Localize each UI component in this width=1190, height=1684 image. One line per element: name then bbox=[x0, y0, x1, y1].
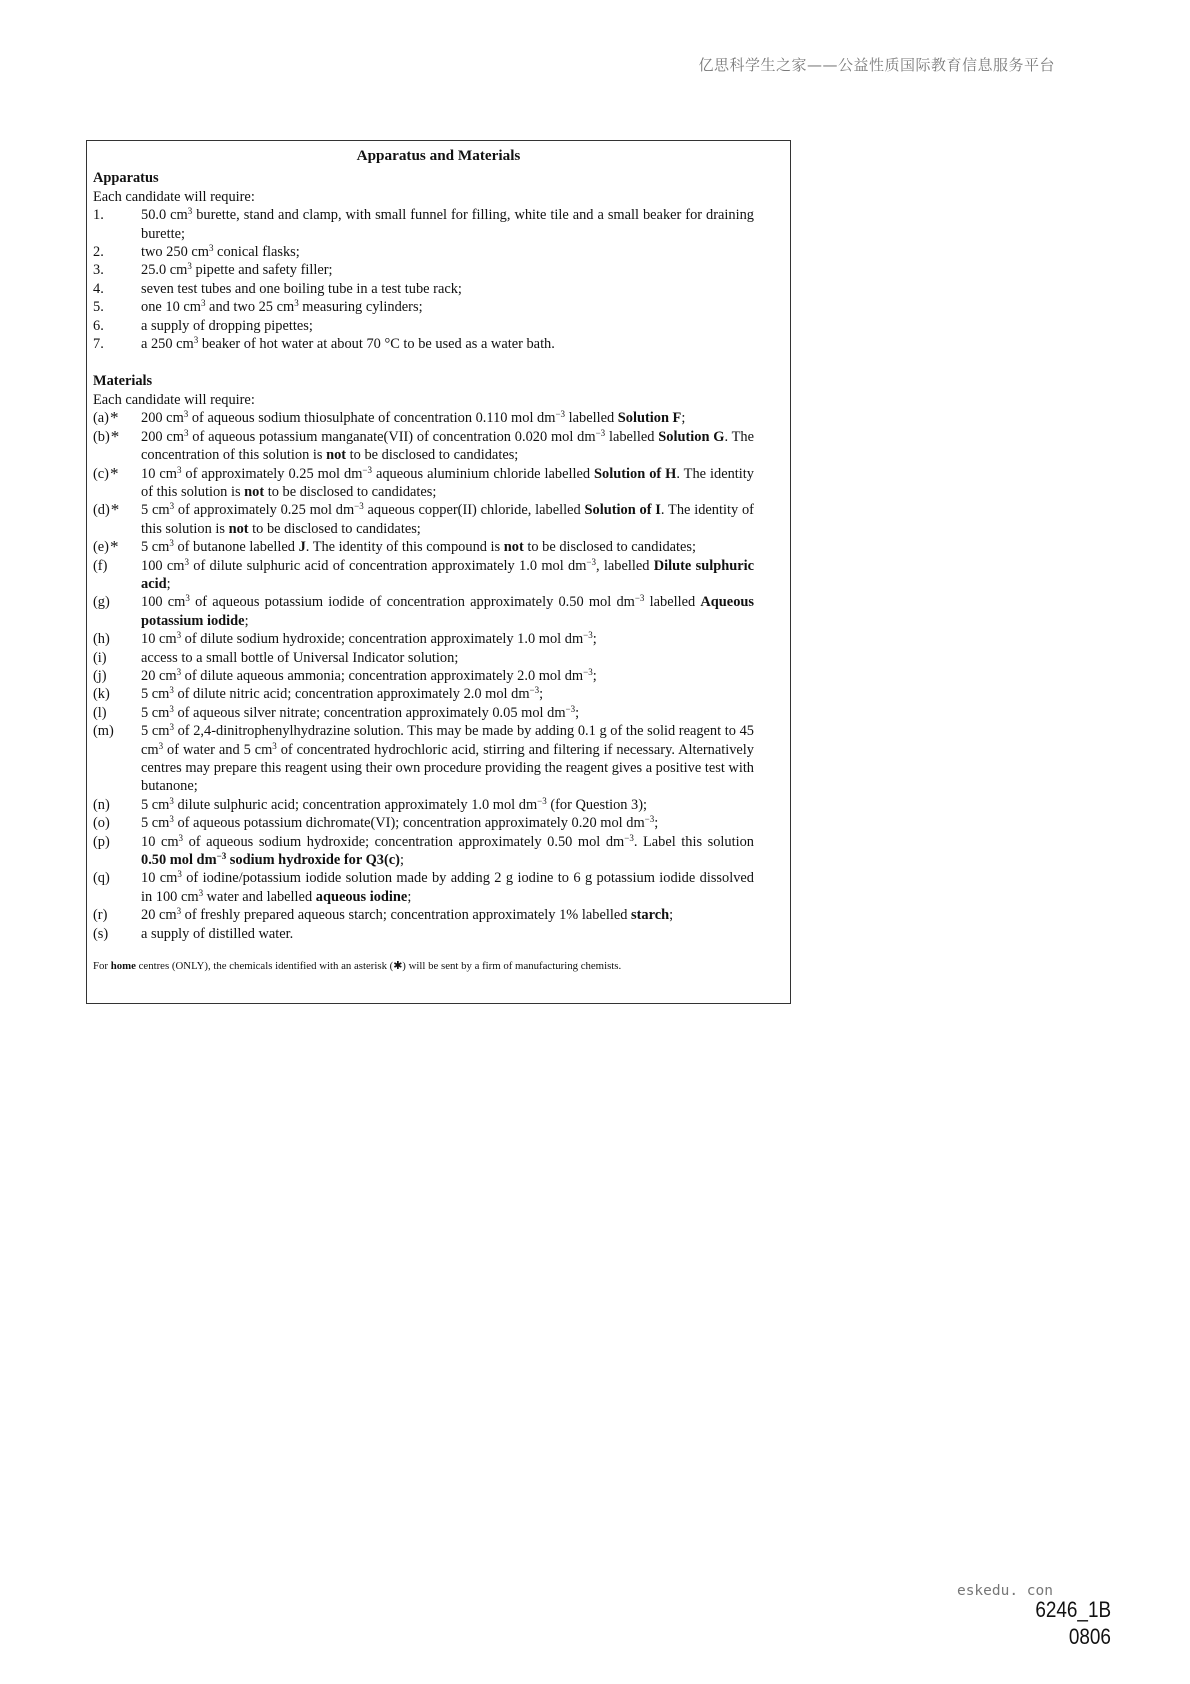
item-text bbox=[141, 261, 754, 279]
item-label bbox=[93, 630, 141, 648]
item-label bbox=[93, 649, 141, 667]
superscript: −3 bbox=[644, 814, 655, 825]
item-label bbox=[93, 814, 141, 832]
item-label-text: (j) bbox=[93, 667, 107, 684]
item-label bbox=[93, 317, 141, 335]
item-label bbox=[93, 206, 141, 243]
item-label-text: 6. bbox=[93, 317, 104, 334]
item-text bbox=[141, 869, 754, 906]
text-run: 20 cm bbox=[141, 907, 177, 924]
apparatus-intro: Each candidate will require: bbox=[93, 188, 255, 205]
item-text bbox=[141, 501, 754, 538]
text-run: a supply of dropping pipettes; bbox=[141, 317, 313, 334]
superscript: −3 bbox=[354, 501, 364, 512]
superscript: 3 bbox=[187, 261, 192, 272]
superscript: −3 bbox=[583, 666, 593, 677]
text-run: seven test tubes and one boiling tube in a test tube rack; bbox=[141, 280, 462, 297]
item-label-text: (k) bbox=[93, 686, 110, 703]
item-label-text: (d) bbox=[93, 502, 110, 519]
item-text bbox=[141, 428, 754, 465]
text-run: of 2,4-dinitrophenylhydrazine solution. This may be made by adding 0.1 g of the solid reagent to 45 cm bbox=[141, 723, 755, 758]
apparatus-item bbox=[93, 280, 754, 298]
text-run: 50.0 cm bbox=[141, 207, 188, 224]
superscript: 3 bbox=[169, 795, 174, 806]
apparatus-item bbox=[93, 243, 754, 261]
item-label bbox=[93, 465, 141, 502]
item-label-text: (n) bbox=[93, 796, 110, 813]
text-run: of aqueous potassium dichromate(VI); concentration approximately 0.20 mol dm bbox=[173, 815, 645, 832]
text-run: of dilute nitric acid; concentration approximately 2.0 mol dm bbox=[173, 686, 530, 703]
text-run: . The identity of this solution is bbox=[141, 465, 754, 500]
text-run: two 250 cm bbox=[141, 244, 209, 261]
material-item bbox=[93, 722, 754, 796]
text-run: ; bbox=[399, 852, 404, 869]
superscript: −3 bbox=[537, 795, 547, 806]
bold-text: Dilute sulphuric acid bbox=[141, 557, 755, 592]
material-item bbox=[93, 557, 754, 594]
item-text bbox=[141, 925, 754, 943]
superscript: −3 bbox=[565, 703, 576, 714]
superscript: 3 bbox=[184, 556, 189, 567]
item-label bbox=[93, 280, 141, 298]
item-label-text: (g) bbox=[93, 594, 110, 611]
text-run: of approximately 0.25 mol dm bbox=[174, 502, 355, 519]
apparatus-item bbox=[93, 298, 754, 316]
text-run: 25.0 cm bbox=[141, 262, 188, 279]
item-label bbox=[93, 906, 141, 924]
superscript: 3 bbox=[185, 593, 190, 604]
material-item bbox=[93, 814, 754, 832]
bold-text: not bbox=[503, 539, 524, 556]
item-text bbox=[141, 593, 754, 630]
text-run: (for Question 3); bbox=[546, 796, 648, 813]
text-run: aqueous copper(II) chloride, labelled bbox=[363, 502, 585, 519]
text-run: labelled bbox=[565, 410, 618, 427]
item-text bbox=[141, 685, 754, 703]
text-run: of concentrated hydrochloric acid, stirring and filtering if necessary. Alternatively centres may prepare this reagent using their own procedure providing the reagent gives a positive test with butanone; bbox=[141, 741, 755, 795]
item-label bbox=[93, 593, 141, 630]
superscript: −3 bbox=[529, 685, 540, 696]
text-run: access to a small bottle of Universal Indicator solution; bbox=[141, 649, 459, 666]
text-run: of dilute sodium hydroxide; concentration approximately 1.0 mol dm bbox=[181, 631, 584, 648]
superscript: 3 bbox=[158, 740, 164, 751]
superscript: 3 bbox=[187, 206, 193, 217]
item-label-text: (q) bbox=[93, 870, 110, 887]
material-item bbox=[93, 649, 754, 667]
item-label bbox=[93, 428, 141, 465]
material-item bbox=[93, 630, 754, 648]
item-text bbox=[141, 906, 754, 924]
text-run: of iodine/potassium iodide solution made by adding 2 g iodine to 6 g potassium iodide dissolved in 100 cm bbox=[141, 870, 754, 905]
text-run: 10 cm bbox=[141, 833, 179, 850]
text-run: one 10 cm bbox=[141, 299, 201, 316]
box-title: Apparatus and Materials bbox=[356, 147, 521, 164]
text-run: 20 cm bbox=[141, 667, 177, 684]
item-label-text: (r) bbox=[93, 907, 108, 924]
item-label-text: 3. bbox=[93, 262, 104, 279]
text-run: water and labelled bbox=[203, 888, 316, 905]
document-code: 6246_1B bbox=[1035, 1597, 1111, 1622]
text-run: of butanone labelled bbox=[173, 539, 299, 556]
text-run: beaker of hot water at about 70 °C to be used as a water bath. bbox=[198, 336, 555, 353]
superscript: −3 bbox=[362, 464, 372, 475]
footnote bbox=[93, 957, 754, 975]
superscript: 3 bbox=[176, 464, 182, 475]
superscript: 3 bbox=[193, 335, 199, 346]
item-text bbox=[141, 649, 754, 667]
apparatus-item bbox=[93, 335, 754, 353]
bold-text: Solution G bbox=[658, 428, 725, 445]
materials-list bbox=[93, 409, 754, 943]
item-label bbox=[93, 409, 141, 427]
superscript: 3 bbox=[169, 538, 174, 549]
text-run: 5 cm bbox=[141, 502, 170, 519]
item-text bbox=[141, 243, 754, 261]
superscript: −3 bbox=[216, 851, 227, 862]
text-run: 10 cm bbox=[141, 465, 177, 482]
item-text bbox=[141, 796, 754, 814]
superscript: −3 bbox=[634, 593, 645, 604]
material-item bbox=[93, 906, 754, 924]
bold-text: Solution of H bbox=[594, 465, 677, 482]
text-run: 5 cm bbox=[141, 704, 170, 721]
asterisk-marker: * bbox=[109, 463, 119, 483]
apparatus-list bbox=[93, 206, 754, 353]
item-label bbox=[93, 261, 141, 279]
item-text bbox=[141, 298, 754, 316]
item-text bbox=[141, 335, 754, 353]
text-run: conical flasks; bbox=[213, 244, 300, 261]
text-run: a 250 cm bbox=[141, 336, 194, 353]
apparatus-item bbox=[93, 317, 754, 335]
item-label-text: (f) bbox=[93, 557, 108, 574]
item-label-text: (l) bbox=[93, 704, 107, 721]
text-run: . The concentration of this solution is bbox=[141, 428, 754, 464]
text-run: 200 cm bbox=[141, 428, 184, 445]
text-run: aqueous aluminium chloride labelled bbox=[371, 465, 595, 482]
item-text bbox=[141, 704, 754, 722]
item-text bbox=[141, 833, 754, 870]
superscript: 3 bbox=[208, 243, 214, 254]
superscript: 3 bbox=[272, 740, 277, 751]
text-run: ; bbox=[592, 631, 597, 648]
text-run: ; bbox=[681, 410, 686, 427]
superscript: 3 bbox=[183, 427, 189, 438]
text-run: 5 cm bbox=[141, 723, 170, 740]
item-label-text: 4. bbox=[93, 280, 104, 297]
item-label bbox=[93, 335, 141, 353]
text-run: labelled bbox=[644, 594, 701, 611]
text-run: to be disclosed to candidates; bbox=[523, 539, 697, 556]
superscript: 3 bbox=[178, 832, 184, 843]
material-item bbox=[93, 428, 754, 465]
superscript: −3 bbox=[595, 427, 606, 438]
item-label bbox=[93, 704, 141, 722]
text-run: ; bbox=[669, 907, 674, 924]
text-run: 5 cm bbox=[141, 686, 170, 703]
text-run: . The identity of this compound is bbox=[305, 539, 504, 556]
item-label-text: (e) bbox=[93, 539, 109, 556]
text-run: of water and 5 cm bbox=[163, 741, 273, 758]
text-run: . The identity of this solution is bbox=[141, 502, 754, 537]
item-text bbox=[141, 409, 754, 427]
text-run: 10 cm bbox=[141, 870, 178, 887]
material-item bbox=[93, 833, 754, 870]
asterisk-marker: * bbox=[109, 408, 119, 428]
material-item bbox=[93, 667, 754, 685]
text-run: of dilute sulphuric acid of concentration approximately 1.0 mol dm bbox=[188, 557, 587, 574]
superscript: 3 bbox=[169, 685, 174, 696]
text-run: of aqueous sodium hydroxide; concentration approximately 0.50 mol dm bbox=[183, 833, 625, 850]
item-label bbox=[93, 298, 141, 316]
item-label-text: (o) bbox=[93, 815, 110, 832]
superscript: 3 bbox=[177, 869, 182, 880]
material-item bbox=[93, 869, 754, 906]
item-label-text: (c) bbox=[93, 465, 109, 482]
superscript: 3 bbox=[183, 409, 189, 420]
material-item bbox=[93, 925, 754, 943]
material-item bbox=[93, 409, 754, 427]
superscript: −3 bbox=[586, 556, 596, 567]
text-run: to be disclosed to candidates; bbox=[264, 483, 437, 500]
text-run: of aqueous sodium thiosulphate of concentration 0.110 mol dm bbox=[188, 410, 556, 427]
bold-text: Solution F bbox=[617, 410, 682, 427]
text-run: of aqueous potassium iodide of concentration approximately 0.50 mol dm bbox=[189, 594, 635, 611]
item-text bbox=[141, 557, 754, 594]
item-label bbox=[93, 685, 141, 703]
site-tag: eskedu. con bbox=[956, 1583, 1053, 1599]
item-label bbox=[93, 833, 141, 870]
text-run: of approximately 0.25 mol dm bbox=[181, 465, 363, 482]
text-run: centres (ONLY), the chemicals identified with an asterisk (✱) will be sent by a firm of manufacturing chemists. bbox=[135, 960, 622, 973]
bold-text: not bbox=[228, 520, 249, 537]
item-label bbox=[93, 557, 141, 594]
superscript: 3 bbox=[176, 906, 182, 917]
text-run: For bbox=[93, 960, 111, 973]
apparatus-heading: Apparatus bbox=[93, 170, 159, 187]
item-text bbox=[141, 280, 754, 298]
superscript: 3 bbox=[176, 666, 182, 677]
text-run: ; bbox=[592, 667, 597, 684]
item-label-text: 5. bbox=[93, 299, 104, 316]
bold-text: not bbox=[244, 483, 265, 500]
bold-text: sodium hydroxide for Q3(c) bbox=[226, 852, 400, 869]
text-run: measuring cylinders; bbox=[298, 299, 423, 316]
superscript: 3 bbox=[169, 814, 174, 825]
bold-text: Aqueous potassium iodide bbox=[141, 594, 754, 629]
superscript: 3 bbox=[176, 630, 182, 641]
material-item bbox=[93, 501, 754, 538]
item-text bbox=[141, 317, 754, 335]
bold-text: not bbox=[326, 447, 347, 464]
item-label bbox=[93, 501, 141, 538]
item-label-text: (b) bbox=[93, 428, 110, 445]
text-run: and two 25 cm bbox=[205, 299, 295, 316]
superscript: 3 bbox=[200, 298, 206, 309]
superscript: 3 bbox=[198, 887, 204, 898]
text-run: labelled bbox=[605, 428, 659, 445]
material-item bbox=[93, 704, 754, 722]
superscript: 3 bbox=[169, 722, 174, 733]
text-run: 100 cm bbox=[141, 557, 185, 574]
item-label-text: (h) bbox=[93, 631, 110, 648]
text-run: , labelled bbox=[596, 557, 654, 574]
superscript: −3 bbox=[583, 630, 593, 641]
material-item bbox=[93, 685, 754, 703]
text-run: ; bbox=[539, 686, 544, 703]
apparatus-materials-box bbox=[86, 140, 791, 1004]
materials-intro: Each candidate will require: bbox=[93, 391, 255, 408]
materials-heading: Materials bbox=[93, 373, 153, 390]
apparatus-item bbox=[93, 261, 754, 279]
text-run: burette, stand and clamp, with small funnel for filling, white tile and a small beaker for draining burette; bbox=[141, 207, 754, 242]
material-item bbox=[93, 538, 754, 556]
superscript: 3 bbox=[294, 298, 299, 309]
material-item bbox=[93, 796, 754, 814]
item-label bbox=[93, 925, 141, 943]
superscript: −3 bbox=[624, 832, 634, 843]
header-watermark-text: 亿思科学生之家——公益性质国际教育信息服务平台 bbox=[698, 56, 1055, 74]
text-run: dilute sulphuric acid; concentration approximately 1.0 mol dm bbox=[173, 796, 538, 813]
text-run: 200 cm bbox=[141, 410, 184, 427]
text-run: 10 cm bbox=[141, 631, 177, 648]
bold-text: 0.50 mol dm bbox=[141, 852, 217, 869]
text-run: to be disclosed to candidates; bbox=[248, 520, 421, 537]
bold-text: Solution of I bbox=[584, 502, 661, 519]
text-run: 5 cm bbox=[141, 815, 170, 832]
text-run: of aqueous potassium manganate(VII) of concentration 0.020 mol dm bbox=[188, 428, 596, 445]
text-run: of freshly prepared aqueous starch; concentration approximately 1% labelled bbox=[181, 907, 632, 924]
item-label bbox=[93, 538, 141, 556]
asterisk-marker: * bbox=[110, 500, 120, 520]
item-label bbox=[93, 722, 141, 796]
item-text bbox=[141, 465, 754, 502]
bold-text: aqueous iodine bbox=[315, 888, 408, 905]
text-run: a supply of distilled water. bbox=[141, 925, 294, 942]
material-item bbox=[93, 593, 754, 630]
text-run: of aqueous silver nitrate; concentration approximately 0.05 mol dm bbox=[173, 704, 566, 721]
text-run: 5 cm bbox=[141, 796, 170, 813]
bold-text: starch bbox=[631, 907, 670, 924]
item-text bbox=[141, 667, 754, 685]
superscript: 3 bbox=[169, 703, 174, 714]
item-label bbox=[93, 869, 141, 906]
text-run: ; bbox=[244, 612, 249, 629]
material-item bbox=[93, 465, 754, 502]
item-label-text: 7. bbox=[93, 336, 104, 353]
asterisk-marker: * bbox=[109, 537, 119, 557]
item-label-text: 1. bbox=[93, 207, 104, 224]
item-text bbox=[141, 538, 754, 556]
item-label bbox=[93, 243, 141, 261]
item-text bbox=[141, 814, 754, 832]
asterisk-marker: * bbox=[110, 426, 120, 446]
text-run: ; bbox=[166, 575, 171, 592]
text-run: ; bbox=[407, 888, 412, 905]
superscript: −3 bbox=[555, 409, 566, 420]
text-run: to be disclosed to candidates; bbox=[346, 447, 519, 464]
item-label bbox=[93, 667, 141, 685]
text-run: . Label this solution bbox=[633, 833, 755, 850]
bold-text: J bbox=[298, 539, 306, 556]
item-label-text: (m) bbox=[93, 723, 114, 740]
item-text bbox=[141, 206, 754, 243]
text-run: 100 cm bbox=[141, 594, 186, 611]
superscript: 3 bbox=[169, 501, 175, 512]
text-run: ; bbox=[654, 815, 659, 832]
item-label-text: (p) bbox=[93, 833, 110, 850]
text-run: pipette and safety filler; bbox=[191, 262, 333, 279]
item-label-text: (s) bbox=[93, 925, 109, 942]
text-run: 5 cm bbox=[141, 539, 170, 556]
item-label bbox=[93, 796, 141, 814]
text-run: of dilute aqueous ammonia; concentration approximately 2.0 mol dm bbox=[181, 667, 584, 684]
document-date-code: 0806 bbox=[1068, 1624, 1111, 1649]
item-text bbox=[141, 722, 754, 796]
item-label-text: (i) bbox=[93, 649, 107, 666]
item-label-text: 2. bbox=[93, 244, 104, 261]
apparatus-item bbox=[93, 206, 754, 243]
bold-text: home bbox=[110, 960, 136, 973]
item-text bbox=[141, 630, 754, 648]
text-run: ; bbox=[575, 704, 580, 721]
item-label-text: (a) bbox=[93, 410, 109, 427]
